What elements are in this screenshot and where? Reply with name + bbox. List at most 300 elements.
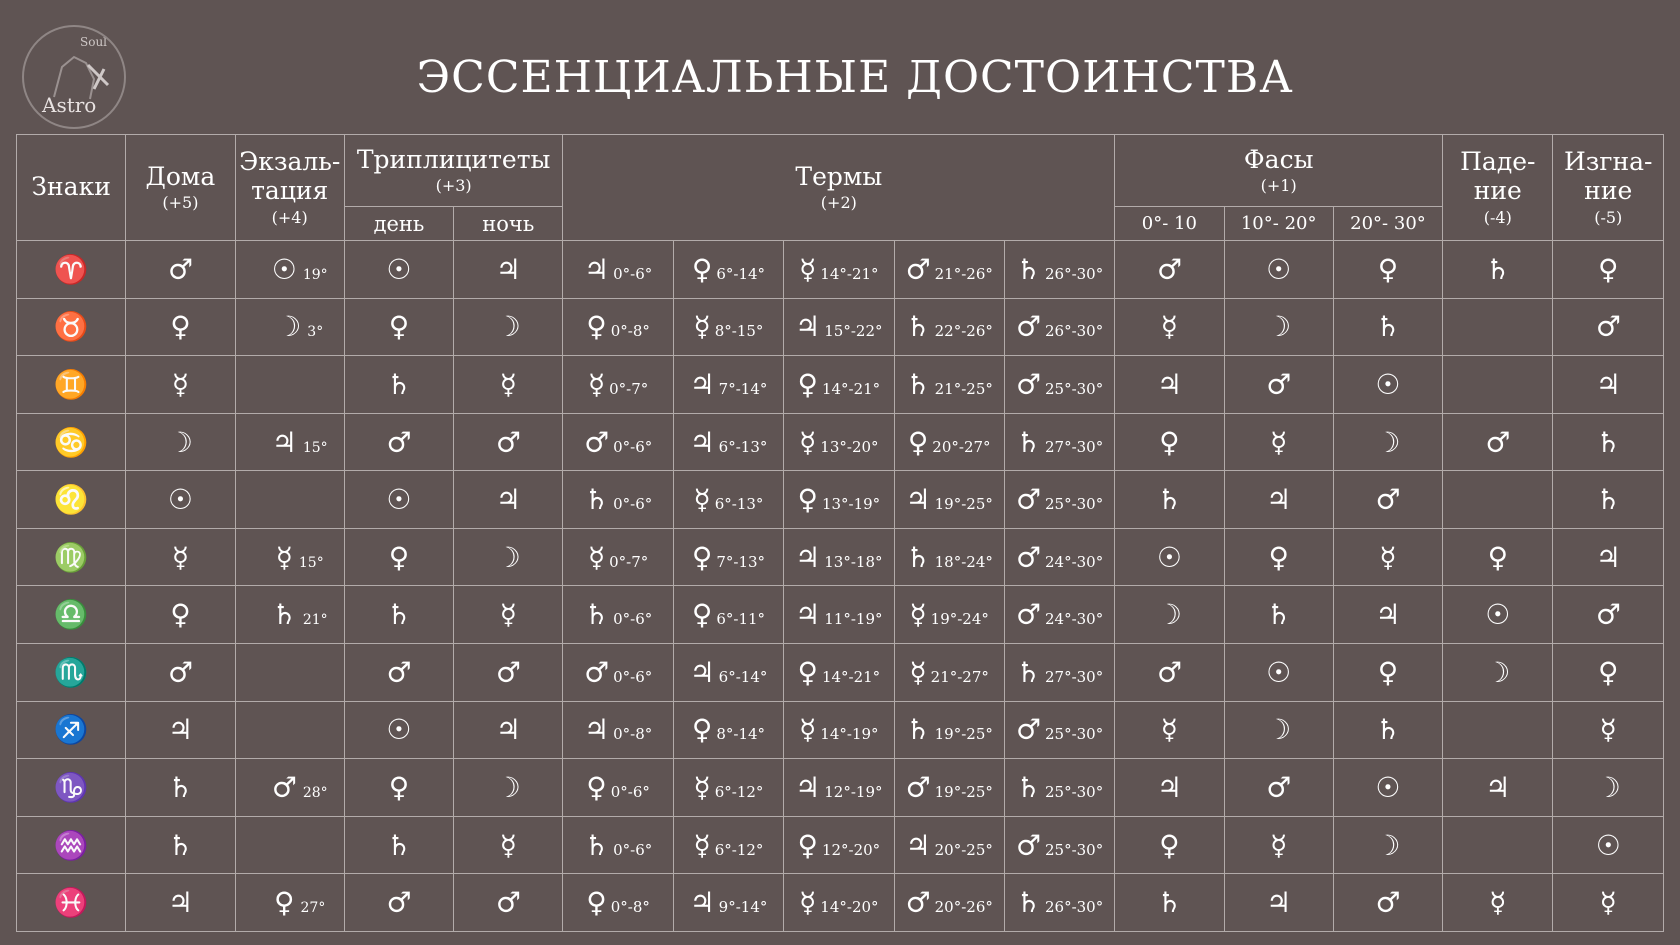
triplicity-day-cell: ♂ [344,644,453,702]
exaltation-cell [235,874,344,932]
term-planet: ☿ [799,713,817,747]
house-cell: ☉ [126,471,235,529]
house-cell: ♃ [126,874,235,932]
term-range: 7°-13° [716,552,766,571]
term-planet: ♄ [905,310,931,344]
term-range: 8°-15° [714,322,764,341]
term-cell [673,701,783,759]
exaltation-cell [235,528,344,586]
term-planet: ♀ [907,425,929,459]
term-cell [894,874,1004,932]
exaltation-planet: ♀ [274,886,295,920]
term-cell [894,701,1004,759]
triplicity-day-cell: ☉ [344,701,453,759]
header-fall: Паде- ние (-4) [1443,135,1553,241]
fall-cell [1443,298,1553,356]
header-night: ночь [454,207,563,241]
triplicity-day-cell: ♂ [344,874,453,932]
exile-cell: ♄ [1553,413,1664,471]
house-cell: ☽ [126,413,235,471]
fall-cell: ☉ [1443,586,1553,644]
sign-cell: ♈ [17,241,126,299]
term-range: 26°-30° [1044,898,1104,917]
triplicity-day-cell: ♀ [344,528,453,586]
term-range: 26°-30° [1044,264,1104,283]
term-planet: ♄ [1015,770,1041,804]
term-planet: ♃ [689,655,715,689]
term-planet: ♄ [1015,425,1041,459]
term-planet: ♂ [905,770,931,804]
house-cell: ♃ [126,701,235,759]
sign-cell: ♊ [17,356,126,414]
term-planet: ♄ [1015,655,1041,689]
term-cell [673,816,783,874]
term-planet: ♃ [583,252,610,286]
header-triplicities: Триплицитеты (+3) [344,135,563,207]
term-planet: ♀ [586,770,607,804]
table-row [17,701,1664,759]
exaltation-cell [235,644,344,702]
fall-cell [1443,816,1553,874]
exaltation-cell [235,241,344,299]
table-row [17,816,1664,874]
exaltation-cell [235,586,344,644]
term-planet: ♀ [797,367,818,401]
term-planet: ♂ [583,655,610,689]
house-cell: ☿ [126,528,235,586]
exaltation-cell [235,298,344,356]
term-planet: ♄ [905,540,931,574]
face-cell: ♂ [1224,759,1333,817]
term-range: 15°-22° [824,322,883,341]
term-cell [673,356,783,414]
term-range: 12°-19° [824,782,883,801]
term-range: 19°-25° [934,782,993,801]
exile-cell: ♂ [1553,298,1664,356]
term-cell [1004,298,1114,356]
triplicity-night-cell: ♂ [454,874,563,932]
house-cell: ♂ [126,241,235,299]
exile-cell: ♄ [1553,471,1664,529]
face-cell: ♃ [1224,471,1333,529]
header-face-3: 20°- 30° [1333,207,1442,241]
term-cell [784,874,894,932]
term-planet: ☿ [909,598,927,632]
sign-cell: ♎ [17,586,126,644]
term-range: 27°-30° [1044,667,1104,686]
header-face-2: 10°- 20° [1224,207,1333,241]
term-planet: ♀ [586,310,607,344]
table-row [17,586,1664,644]
term-range: 6°-13° [718,437,768,456]
term-planet: ☿ [799,886,817,920]
table-row [17,356,1664,414]
exaltation-cell [235,816,344,874]
term-planet: ♂ [1015,598,1041,632]
term-planet: ☿ [587,540,606,574]
dignities-table [16,134,1664,932]
term-cell [894,644,1004,702]
face-cell: ♃ [1333,586,1442,644]
term-range: 0°-6° [613,667,653,686]
term-cell [563,413,673,471]
term-range: 12°-20° [821,840,881,859]
term-cell [563,298,673,356]
face-cell: ♀ [1115,413,1224,471]
term-cell [784,759,894,817]
header-houses: Дома (+5) [126,135,235,241]
term-range: 14°-21° [821,667,881,686]
exaltation-cell [235,356,344,414]
term-cell [784,644,894,702]
term-range: 19°-25° [934,495,993,514]
term-range: 14°-20° [820,898,879,917]
face-cell: ♄ [1115,874,1224,932]
house-cell: ♄ [126,759,235,817]
term-cell [784,816,894,874]
term-planet: ♃ [583,713,610,747]
term-range: 6°-13° [714,495,764,514]
face-cell: ♀ [1115,816,1224,874]
exaltation-cell [235,759,344,817]
term-cell [894,241,1004,299]
term-cell [563,241,673,299]
term-planet: ♃ [905,483,931,517]
term-planet: ♀ [691,252,713,286]
exaltation-planet: ☿ [275,540,293,574]
header-faces: Фасы (+1) [1115,135,1443,207]
term-planet: ♄ [583,483,610,517]
fall-cell: ♃ [1443,759,1553,817]
term-cell [563,759,673,817]
fall-cell [1443,356,1553,414]
exile-cell: ☿ [1553,701,1664,759]
term-cell [1004,241,1114,299]
page-title: ЭССЕНЦИАЛЬНЫЕ ДОСТОИНСТВА [416,52,1294,103]
term-planet: ♂ [1015,540,1041,574]
term-cell [1004,816,1114,874]
fall-cell: ♀ [1443,528,1553,586]
term-range: 21°-26° [934,264,993,283]
header-face-1: 0°- 10 [1115,207,1224,241]
table-row [17,298,1664,356]
term-planet: ☿ [693,828,711,862]
term-cell [673,759,783,817]
term-cell [784,701,894,759]
sign-cell: ♋ [17,413,126,471]
term-planet: ♀ [586,886,607,920]
term-range: 25°-30° [1044,840,1104,859]
triplicity-day-cell: ♂ [344,413,453,471]
house-cell: ♀ [126,298,235,356]
term-range: 6°-12° [714,840,764,859]
term-cell [563,586,673,644]
triplicity-night-cell: ☿ [454,356,563,414]
term-range: 19°-24° [930,610,989,629]
exile-cell: ♀ [1553,644,1664,702]
term-cell [673,471,783,529]
face-cell: ☉ [1224,241,1333,299]
exaltation-cell [235,701,344,759]
term-range: 25°-30° [1044,782,1104,801]
term-cell [894,759,1004,817]
table-row [17,644,1664,702]
face-cell: ♂ [1224,356,1333,414]
fall-cell [1443,471,1553,529]
sign-cell: ♑ [17,759,126,817]
term-range: 20°-26° [934,898,993,917]
term-range: 0°-8° [610,322,650,341]
triplicity-night-cell: ♂ [454,413,563,471]
term-planet: ♀ [691,598,713,632]
exile-cell: ♃ [1553,528,1664,586]
term-range: 0°-6° [613,610,653,629]
exaltation-degree: 3° [307,324,324,341]
term-planet: ♄ [905,713,931,747]
header-terms: Термы (+2) [563,135,1115,241]
term-range: 6°-14° [716,264,766,283]
face-cell: ☿ [1115,701,1224,759]
term-cell [1004,528,1114,586]
term-cell [1004,471,1114,529]
face-cell: ☿ [1224,816,1333,874]
term-planet: ♄ [583,828,610,862]
term-cell [894,586,1004,644]
face-cell: ♀ [1333,241,1442,299]
triplicity-day-cell: ☉ [344,241,453,299]
term-range: 21°-27° [930,667,989,686]
term-range: 0°-6° [613,495,653,514]
term-cell [784,413,894,471]
term-planet: ☿ [799,252,817,286]
face-cell: ♂ [1333,874,1442,932]
term-planet: ♃ [689,367,715,401]
exaltation-degree: 28° [302,784,328,801]
exaltation-cell [235,413,344,471]
triplicity-night-cell: ♃ [454,471,563,529]
fall-cell: ♂ [1443,413,1553,471]
term-cell [1004,874,1114,932]
term-range: 0°-7° [609,552,649,571]
face-cell: ♃ [1224,874,1333,932]
triplicity-night-cell: ☽ [454,298,563,356]
triplicity-day-cell: ♄ [344,586,453,644]
term-cell [1004,586,1114,644]
term-range: 20°-25° [934,840,993,859]
exaltation-cell [235,471,344,529]
table-row [17,241,1664,299]
term-cell [784,586,894,644]
face-cell: ☽ [1115,586,1224,644]
face-cell: ☿ [1224,413,1333,471]
term-range: 9°-14° [718,898,768,917]
term-cell [563,356,673,414]
header-exile: Изгна- ние (-5) [1553,135,1664,241]
face-cell: ☿ [1333,528,1442,586]
triplicity-day-cell: ♄ [344,816,453,874]
table-row [17,759,1664,817]
term-planet: ♄ [1015,886,1041,920]
header-signs: Знаки [17,135,126,241]
term-planet: ☿ [693,310,711,344]
term-planet: ☿ [799,425,817,459]
face-cell: ☉ [1333,759,1442,817]
fall-cell: ☿ [1443,874,1553,932]
exile-cell: ♀ [1553,241,1664,299]
term-range: 26°-30° [1044,322,1104,341]
term-cell [563,816,673,874]
triplicity-night-cell: ☽ [454,759,563,817]
term-planet: ♂ [1015,483,1041,517]
term-planet: ♂ [583,425,610,459]
triplicity-night-cell: ☿ [454,816,563,874]
term-range: 19°-25° [934,725,993,744]
term-range: 0°-8° [610,898,650,917]
face-cell: ☿ [1115,298,1224,356]
face-cell: ♂ [1333,471,1442,529]
term-planet: ♄ [1015,252,1041,286]
term-cell [894,356,1004,414]
sign-cell: ♐ [17,701,126,759]
term-planet: ♂ [905,252,931,286]
term-range: 14°-21° [821,379,881,398]
fall-cell: ♄ [1443,241,1553,299]
face-cell: ♄ [1224,586,1333,644]
term-planet: ♃ [905,828,931,862]
term-cell [673,644,783,702]
exaltation-planet: ♄ [271,598,297,632]
exaltation-degree: 15° [302,439,328,456]
exaltation-planet: ☽ [276,310,302,344]
triplicity-day-cell: ♀ [344,298,453,356]
term-cell [894,816,1004,874]
term-range: 8°-14° [716,725,766,744]
triplicity-night-cell: ♂ [454,644,563,702]
term-range: 0°-6° [610,782,650,801]
term-cell [673,586,783,644]
face-cell: ♃ [1115,759,1224,817]
exaltation-degree: 21° [302,612,328,629]
term-range: 14°-21° [820,264,879,283]
term-planet: ♀ [691,540,713,574]
sign-cell: ♉ [17,298,126,356]
term-range: 13°-18° [824,552,883,571]
term-range: 0°-6° [613,264,653,283]
term-planet: ♂ [905,886,931,920]
triplicity-night-cell: ♃ [454,241,563,299]
term-cell [894,471,1004,529]
exaltation-degree: 15° [298,554,324,571]
term-range: 11°-19° [824,610,883,629]
term-range: 18°-24° [934,552,993,571]
term-range: 25°-30° [1044,495,1104,514]
sign-cell: ♍ [17,528,126,586]
header-day: день [344,207,453,241]
term-range: 22°-26° [934,322,993,341]
exile-cell: ☿ [1553,874,1664,932]
face-cell: ☽ [1333,816,1442,874]
face-cell: ♀ [1224,528,1333,586]
term-cell [784,471,894,529]
term-planet: ☿ [909,655,927,689]
exile-cell: ☉ [1553,816,1664,874]
term-cell [563,528,673,586]
sign-cell: ♏ [17,644,126,702]
term-range: 7°-14° [718,379,768,398]
term-planet: ♀ [691,713,713,747]
term-cell [784,528,894,586]
exile-cell: ☽ [1553,759,1664,817]
term-planet: ♃ [795,770,821,804]
term-cell [1004,413,1114,471]
term-planet: ☿ [693,770,711,804]
face-cell: ♄ [1333,701,1442,759]
term-planet: ♃ [689,886,715,920]
term-cell [1004,356,1114,414]
term-range: 20°-27° [932,437,991,456]
term-planet: ♃ [795,540,821,574]
term-planet: ♄ [905,367,931,401]
term-planet: ♃ [795,310,821,344]
term-cell [563,701,673,759]
term-cell [784,241,894,299]
term-planet: ♀ [797,655,818,689]
term-range: 0°-6° [613,437,653,456]
term-range: 24°-30° [1044,552,1104,571]
house-cell: ♀ [126,586,235,644]
table-row [17,413,1664,471]
face-cell: ♃ [1115,356,1224,414]
term-planet: ♂ [1015,828,1041,862]
term-range: 27°-30° [1044,437,1104,456]
term-planet: ♃ [689,425,715,459]
term-cell [894,298,1004,356]
sign-cell: ♌ [17,471,126,529]
term-cell [673,528,783,586]
term-planet: ☿ [693,483,711,517]
term-cell [1004,644,1114,702]
face-cell: ☉ [1115,528,1224,586]
sign-cell: ♒ [17,816,126,874]
term-planet: ♄ [583,598,610,632]
term-planet: ♃ [795,598,821,632]
term-cell [563,874,673,932]
house-cell: ☿ [126,356,235,414]
exaltation-degree: 27° [300,900,326,917]
term-range: 14°-19° [820,725,879,744]
logo-astro-text: Astro [42,93,97,117]
face-cell: ♂ [1115,644,1224,702]
term-cell [1004,701,1114,759]
logo-soul-text: Soul [80,35,108,49]
table-row [17,874,1664,932]
face-cell: ☽ [1224,701,1333,759]
triplicity-night-cell: ♃ [454,701,563,759]
term-planet: ♂ [1015,310,1041,344]
exile-cell: ♃ [1553,356,1664,414]
table-row [17,471,1664,529]
face-cell: ♂ [1115,241,1224,299]
triplicity-day-cell: ♀ [344,759,453,817]
term-planet: ♂ [1015,713,1041,747]
face-cell: ♄ [1115,471,1224,529]
triplicity-day-cell: ☉ [344,471,453,529]
term-range: 13°-20° [820,437,879,456]
term-planet: ☿ [587,367,606,401]
term-cell [673,874,783,932]
term-range: 24°-30° [1044,610,1104,629]
term-range: 25°-30° [1044,379,1104,398]
